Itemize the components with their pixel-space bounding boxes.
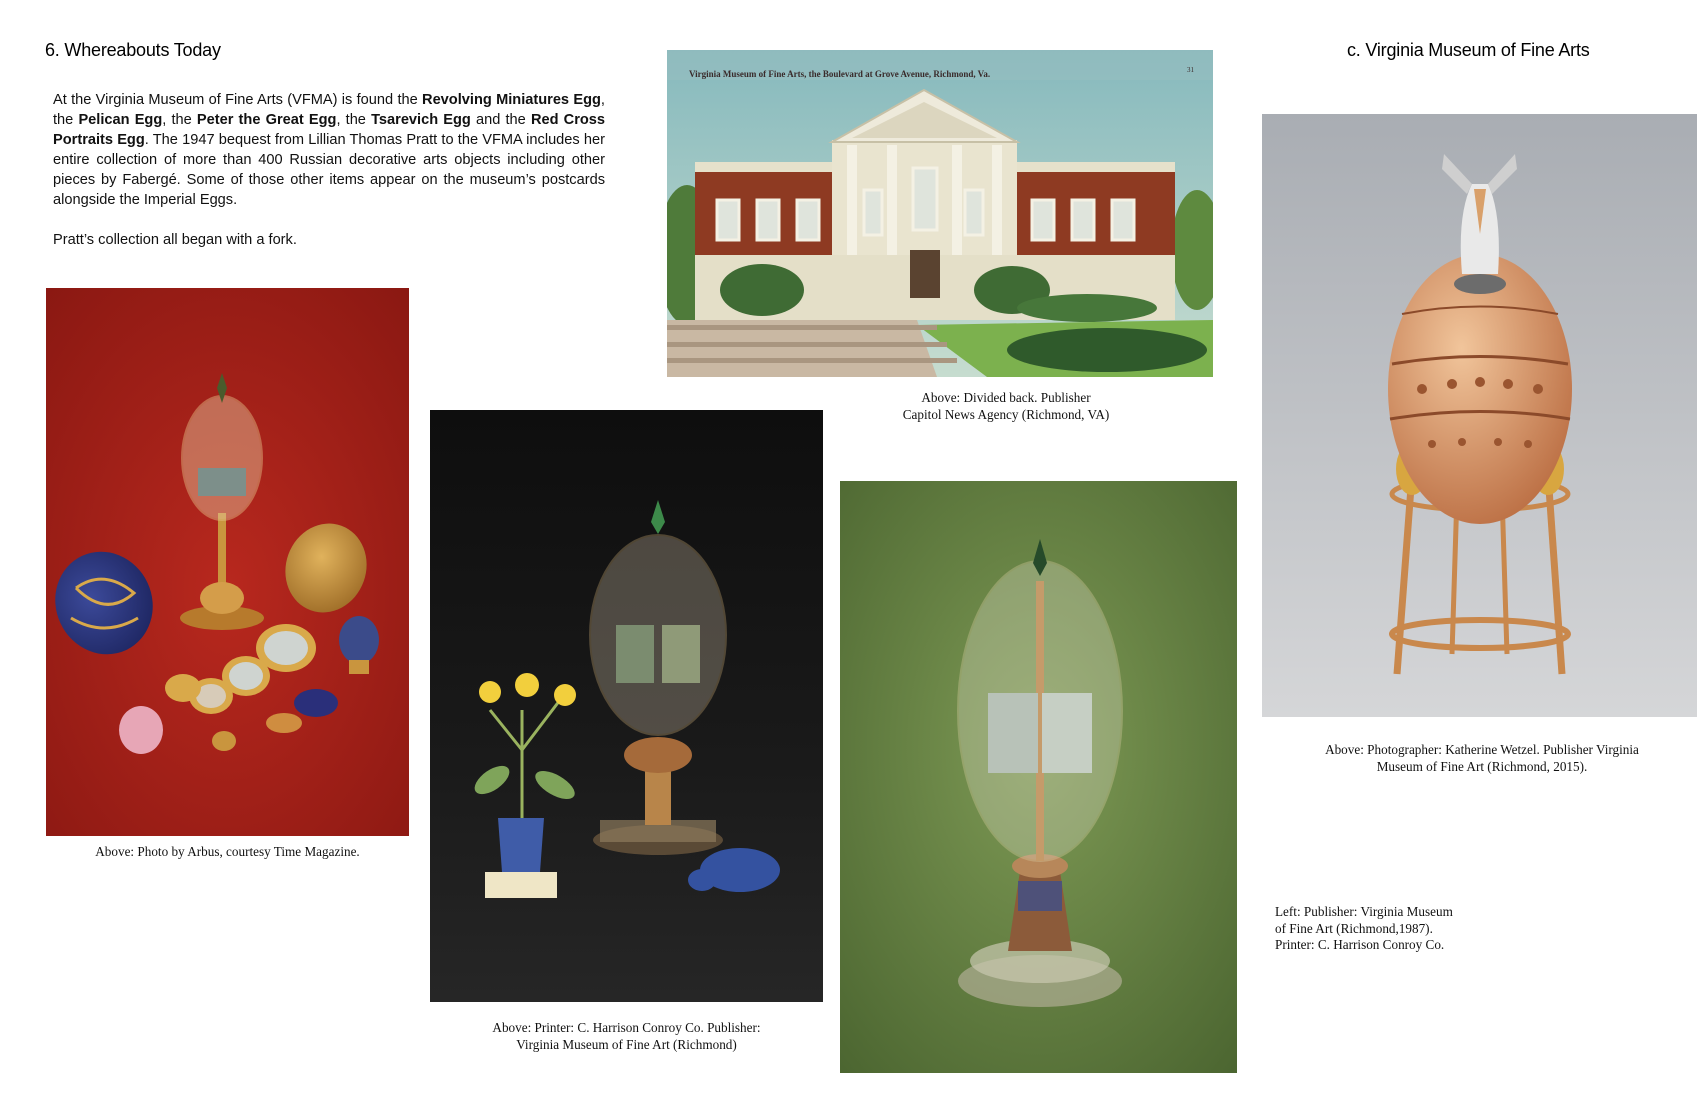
museum-postcard-printed-title: Virginia Museum of Fine Arts, the Boulevard at Grove Avenue, Richmond, Va.: [689, 69, 991, 79]
dark-flowers-caption: Above: Printer: C. Harrison Conroy Co. Publisher: Virginia Museum of Fine Art (Richmond): [492, 1020, 761, 1052]
egg-name-tsarevich: Tsarevich Egg: [371, 112, 471, 128]
intro-paragraph: At the Virginia Museum of Fine Arts (VFMA) is found the Revolving Miniatures Egg, the Pelican Egg, the Peter the Great Egg, the Tsarevich Egg and the Red Cross Portraits Egg. The 1947 bequest from Lillian Thomas Pratt to the VFMA includes her entire collection of more than 400 Russian decorative arts objects including other pieces by Fabergé. Some of those other items appear on the museum’s postcards alongside the Imperial Eggs.: [53, 92, 606, 208]
museum-building-postcard: [667, 50, 1213, 377]
egg-name-revolving-miniatures: Revolving Miniatures Egg: [422, 92, 601, 108]
red-collection-caption: Above: Photo by Arbus, courtesy Time Magazine.: [95, 844, 360, 859]
dark-flowers-postcard: [430, 410, 823, 1002]
egg-name-peter-the-great: Peter the Great Egg: [196, 112, 337, 128]
section-heading: 6. Whereabouts Today: [45, 40, 221, 60]
subsection-heading: c. Virginia Museum of Fine Arts: [1347, 40, 1590, 60]
green-egg-caption: Left: Publisher: Virginia Museum of Fine Art (Richmond,1987). Printer: C. Harrison Conroy Co.: [1275, 904, 1453, 952]
pelican-egg-caption: Above: Photographer: Katherine Wetzel. Publisher Virginia Museum of Fine Art (Richmond, 2015).: [1325, 742, 1639, 774]
museum-postcard-number: 31: [1187, 66, 1194, 74]
intro-closing-line: Pratt’s collection all began with a fork.: [53, 232, 297, 248]
egg-name-red-cross-portraits: Red Cross Portraits Egg: [53, 112, 606, 148]
green-egg-postcard: [840, 481, 1237, 1073]
museum-postcard-caption: Above: Divided back. Publisher Capitol News Agency (Richmond, VA): [902, 390, 1110, 422]
red-collection-postcard: [46, 288, 409, 836]
pelican-egg-postcard: [1262, 114, 1697, 717]
egg-name-pelican: Pelican Egg: [78, 112, 163, 128]
